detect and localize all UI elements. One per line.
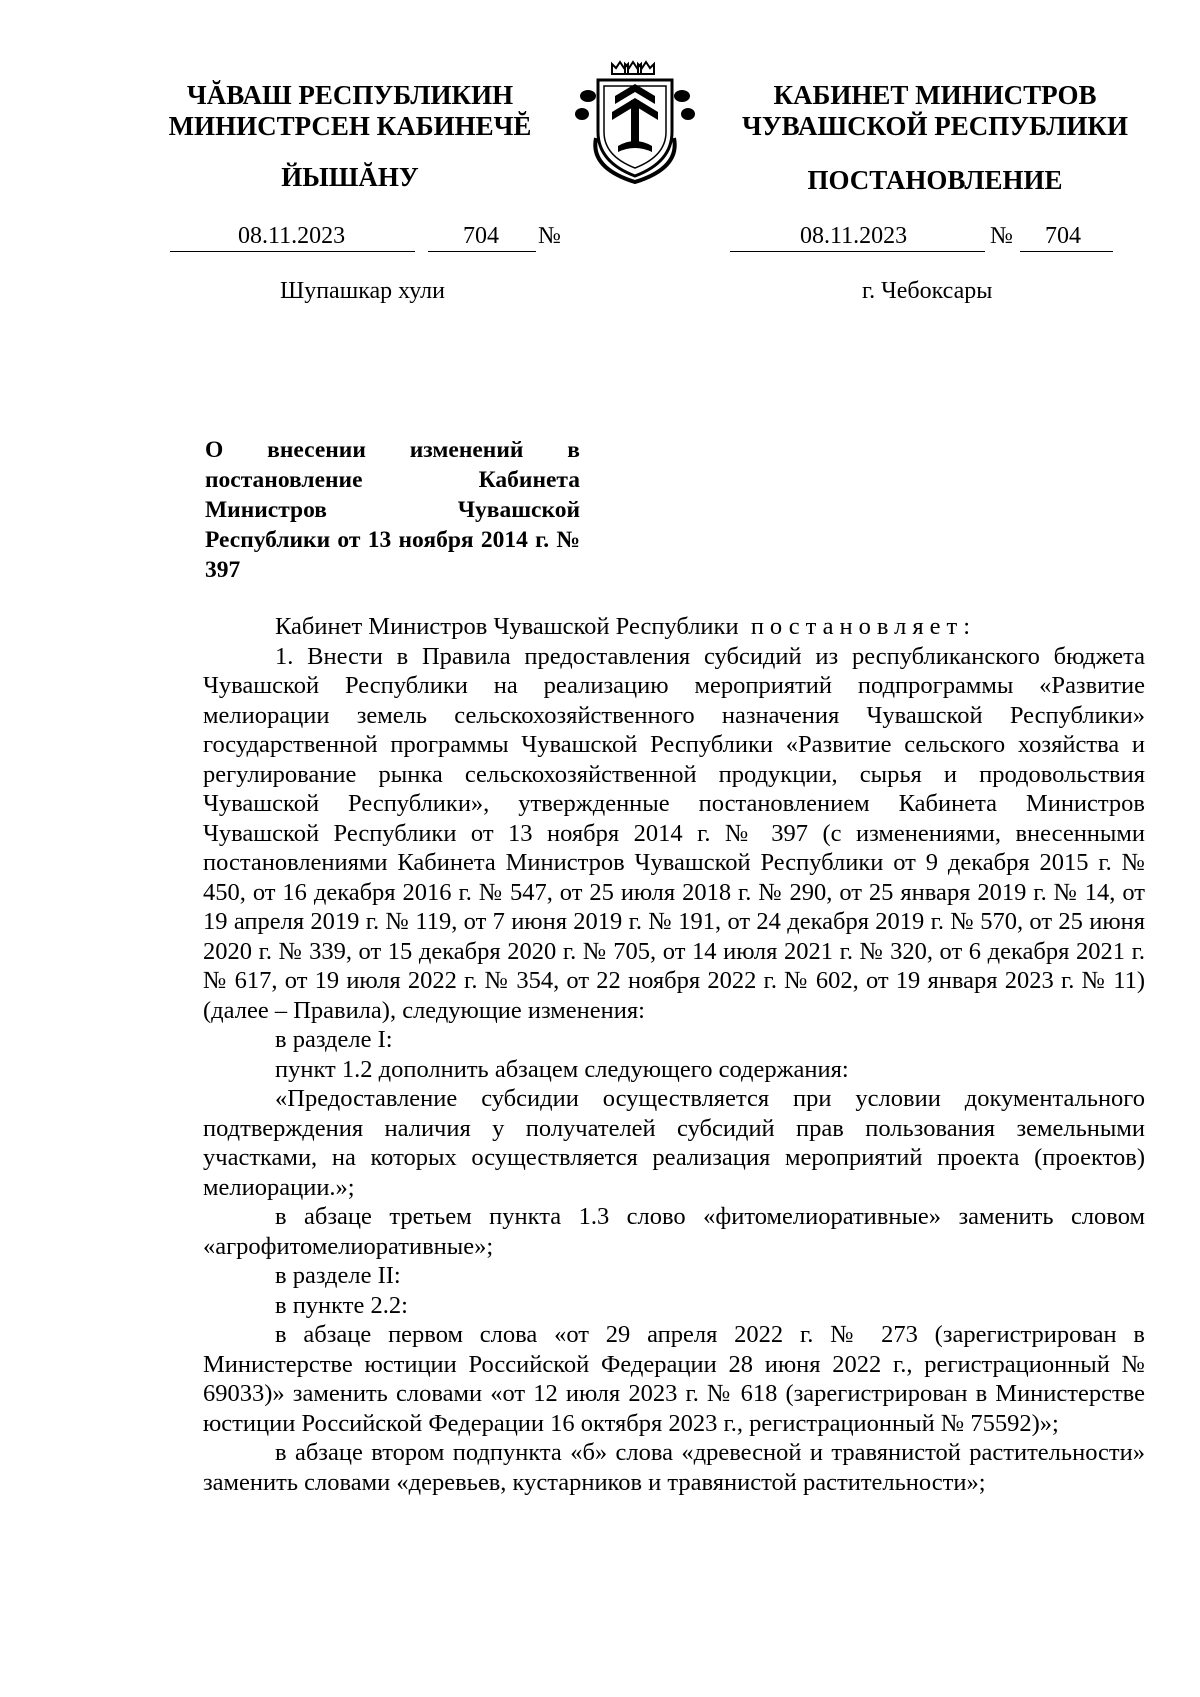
header-left-line2: МИНИСТРСЕН КАБИНЕЧĔ	[168, 111, 532, 141]
body-paragraph: в разделе I:	[275, 1026, 393, 1053]
body-paragraph: в абзаце втором подпункта «б» слова «древесной и травянистой растительности» заменить словами «деревьев, кустарников и травянистой растительности»;	[203, 1439, 1145, 1496]
body-paragraph: 1. Внести в Правила предоставления субсидий из республиканского бюджета Чувашской Республики на реализацию мероприятий подпрограммы «Развитие мелиорации земель сельскохозяйственного назначения Чувашской Республики» государственной программы Чувашской Республики «Развитие сельского хозяйства и регулирование рынка сельскохозяйственной продукции, сырья и продовольствия Чувашской Республики», утвержденные постановлением Кабинета Министров Чувашской Республики от 13 ноября 2014 г. № 397 (с изменениями, внесенными постановлениями Кабинета Министров Чувашской Республики от 9 декабря 2015 г. № 450, от 16 декабря 2016 г. № 547, от 25 июля 2018 г. № 290, от 25 января 2019 г. № 14, от 19 апреля 2019 г. № 119, от 7 июня 2019 г. № 191, от 24 декабря 2019 г. № 570, от 25 июня 2020 г. № 339, от 15 декабря 2020 г. № 705, от 14 июля 2021 г. № 320, от 6 декабря 2021 г. № 617, от 19 июля 2022 г. № 354, от 22 ноября 2022 г. № 602, от 19 января 2023 г. № 11) (далее – Правила), следующие изменения:	[203, 642, 1145, 1024]
header-left-line1: ЧĂВАШ РЕСПУБЛИКИН	[186, 80, 514, 110]
left-number-underline	[428, 251, 536, 252]
left-date-underline	[170, 251, 415, 252]
header-right-doc-type: ПОСТАНОВЛЕНИЕ	[807, 165, 1063, 195]
body-paragraph: пункт 1.2 дополнить абзацем следующего содержания:	[275, 1055, 849, 1083]
header-left-doc-type: ЙЫШĂНУ	[281, 162, 419, 192]
intro-decree: постановляет:	[750, 613, 977, 640]
header-right-title	[715, 80, 1155, 142]
right-date: 08.11.2023	[800, 223, 908, 249]
document-title: О внесении изменений в постановление Кабинета Министров Чувашской Республики от 13 ноября 2014 г. № 397	[205, 437, 580, 583]
left-date: 08.11.2023	[238, 223, 346, 249]
document-body	[203, 612, 1145, 1497]
intro-paragraph	[203, 612, 1145, 642]
right-date-underline	[730, 251, 985, 252]
intro-prefix: Кабинет Министров Чувашской Республики	[275, 613, 739, 640]
city-right: г. Чебоксары	[862, 278, 993, 304]
body-paragraph: в пункте 2.2:	[275, 1291, 408, 1319]
right-number: 704	[1045, 223, 1081, 249]
left-no-sign: №	[538, 223, 561, 249]
body-paragraph: «Предоставление субсидии осуществляется при условии документального подтверждения наличия у получателей субсидий прав пользования земельными участками, на которых осуществляется реализация мероприятий проекта (проектов) мелиорации.»;	[203, 1085, 1145, 1201]
body-paragraph: в разделе II:	[275, 1262, 401, 1289]
right-no-sign: №	[990, 223, 1013, 249]
chuvash-coat-of-arms-icon	[570, 56, 700, 184]
right-number-underline	[1020, 251, 1113, 252]
header-left-title	[140, 80, 560, 142]
header-right-line1: КАБИНЕТ МИНИСТРОВ	[773, 80, 1097, 110]
left-number: 704	[463, 223, 499, 249]
body-paragraph: в абзаце первом слова «от 29 апреля 2022 г. № 273 (зарегистрирован в Министерстве юстиции Российской Федерации 28 июня 2022 г., регистрационный № 69033)» заменить словами «от 12 июля 2023 г. № 618 (зарегистрирован в Министерстве юстиции Российской Федерации 16 октября 2023 г., регистрационный № 75592)»;	[203, 1321, 1145, 1437]
body-paragraph: в абзаце третьем пункта 1.3 слово «фитомелиоративные» заменить словом «агрофитомелиоративные»;	[203, 1203, 1145, 1260]
header-right-line2: ЧУВАШСКОЙ РЕСПУБЛИКИ	[742, 111, 1128, 141]
city-left: Шупашкар хули	[280, 278, 445, 304]
